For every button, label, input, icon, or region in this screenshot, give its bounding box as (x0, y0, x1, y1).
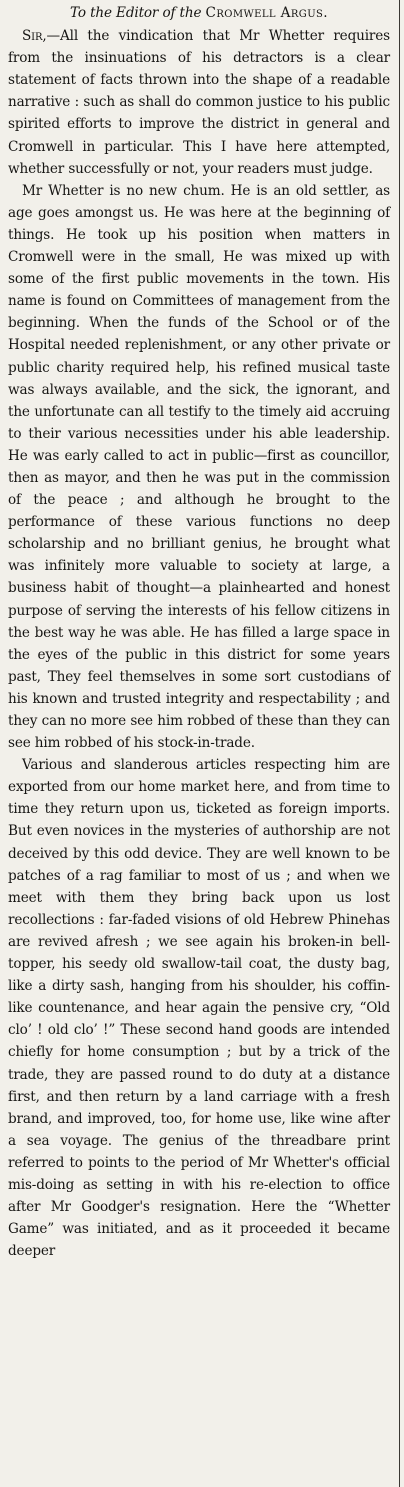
letter-heading (8, 2, 390, 24)
salutation: Sir, (22, 28, 47, 45)
paragraph-1 (8, 25, 390, 180)
paragraph-3: Various and slanderous articles respecting him are exported from our home market here, and from time to time they return upon us, ticketed as foreign imports. But even novices in the mysteries of authorship are not deceived by this odd device. They are well known to be patches of a rag familiar to most of us ; and when we meet with them they bring back upon us lost recollections : far-faded visions of old Hebrew Phinehas are revived afresh ; we see again his broken-in bell-topper, his seedy old swallow-tail coat, the dusty bag, like a dirty sash, hanging from his shoulder, his coffin-like countenance, and hear again the pensive cry, “Old clo’ ! old clo’ !” These second hand goods are intended chiefly for home consumption ; but by a trick of the trade, they are passed round to do duty at a distance first, and then return by a land carriage with a fresh brand, and improved, too, for home use, like wine after a sea voyage. The genius of the threadbare print referred to points to the period of Mr Whetter's official mis-doing as setting in with his re-election to office after Mr Goodger's resignation. Here the “Whetter Game” was initiated, and as it proceeded it became deeper (8, 757, 390, 1260)
column-rule (399, 0, 400, 1487)
paragraph-2: Mr Whetter is no new chum. He is an old settler, as age goes amongst us. He was here at the beginning of things. He took up his position when matters in Cromwell were in the small, He was mixed up with some of the first public movements in the town. His name is found on Committees of management from the beginning. When the funds of the School or of the Hospital needed replenishment, or any other private or public charity required help, his refined musical taste was always available, and the sick, the ignorant, and the unfortunate can all testify to the timely aid accruing to their various necessities under his able leadership. He was early called to act in public—first as councillor, then as mayor, and then he was put in the commission of the peace ; and although he brought to the performance of these various functions no deep scholarship and no brilliant genius, he brought what was infinitely more valuable to society at large, a business habit of thought—a plainhearted and honest purpose of serving the interests of his fellow citizens in the best way he was able. He has filled a large space in the eyes of the public in this district for some years past, They feel themselves in some sort custodians of his known and trusted integrity and respectability ; and they can no more see him robbed of these than they can see him robbed of his stock-in-trade. (8, 182, 390, 752)
heading-prefix: To the Editor of the (70, 5, 202, 21)
paragraph-1-text: —All the vindication that Mr Whetter requires from the insinuations of his detractors is a clear statement of facts thrown into the shape of a readable narrative : such as shall do common justice to his public spirited efforts to improve the district in general and Cromwell in particular. This I have here attempted, whether successfully or not, your readers must judge. (8, 28, 390, 177)
heading-paper-name: Cromwell Argus. (205, 5, 328, 21)
